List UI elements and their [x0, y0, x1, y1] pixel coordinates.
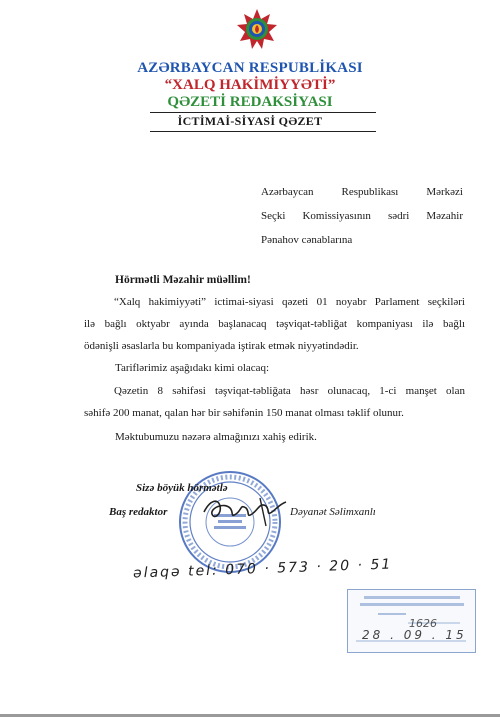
salutation: Hörmətli Məzahir müəllim! [115, 274, 251, 286]
paragraph-intent: “Xalq hakimiyyəti” ictimai-siyasi qəzeti 01 noyabr Parlament seçkiləri ilə bağlı oktyabr ayında başlanacaq təşviqat-təbliğat kompaniyası ilə bağlı ödənişli əsaslarla bu kompaniyada iştirak etmək niyyətindədir. [84, 296, 465, 352]
paragraph-request: Məktubumuzu nəzərə almağınızı xahiş edirik. [115, 431, 317, 443]
letterhead-newspaper-name: “XALQ HAKİMİYYƏTİ” [164, 77, 336, 93]
stamp-date: 28 . 09 . 15 [362, 628, 467, 642]
handwritten-signature-icon [200, 490, 290, 530]
paragraph-tariffs: Qəzetin 8 səhifəsi təşviqat-təbliğata həsr olunacaq, 1-ci manşet olan səhifə 200 manat, qalan hər bir səhifənin 150 manat olması təklif olunur. [84, 385, 465, 419]
newspaper-genre: İCTİMAİ-SİYASİ QƏZET [177, 114, 323, 128]
stamp-number: 1626 [409, 617, 437, 630]
addressee-line-2: Seçki Komissiyasının sədri Məzahir [261, 210, 463, 222]
signer-role: Baş redaktor [109, 506, 168, 518]
letterhead-republic: AZƏRBAYCAN RESPUBLİKASI [137, 60, 363, 76]
signer-name: Dəyanət Səlimxanlı [290, 506, 376, 518]
letterhead-editorial-office: QƏZETİ REDAKSİYASI [167, 94, 333, 110]
addressee-line-3: Pənahov cənablarına [261, 234, 353, 246]
addressee-line-1: Azərbaycan Respublikası Mərkəzi [261, 186, 463, 198]
paragraph-tariffs-intro: Tariflərimiz aşağıdakı kimi olacaq: [115, 362, 270, 374]
header-rule-top [150, 112, 376, 113]
handwritten-phone-note: əlaqə tel: 070 · 573 · 20 · 51 [132, 556, 393, 582]
header-rule-bottom [150, 131, 376, 132]
closing-phrase: Sizə böyük hörmətlə [136, 482, 228, 494]
coat-of-arms-icon [236, 8, 278, 50]
addressee-block [261, 180, 463, 252]
